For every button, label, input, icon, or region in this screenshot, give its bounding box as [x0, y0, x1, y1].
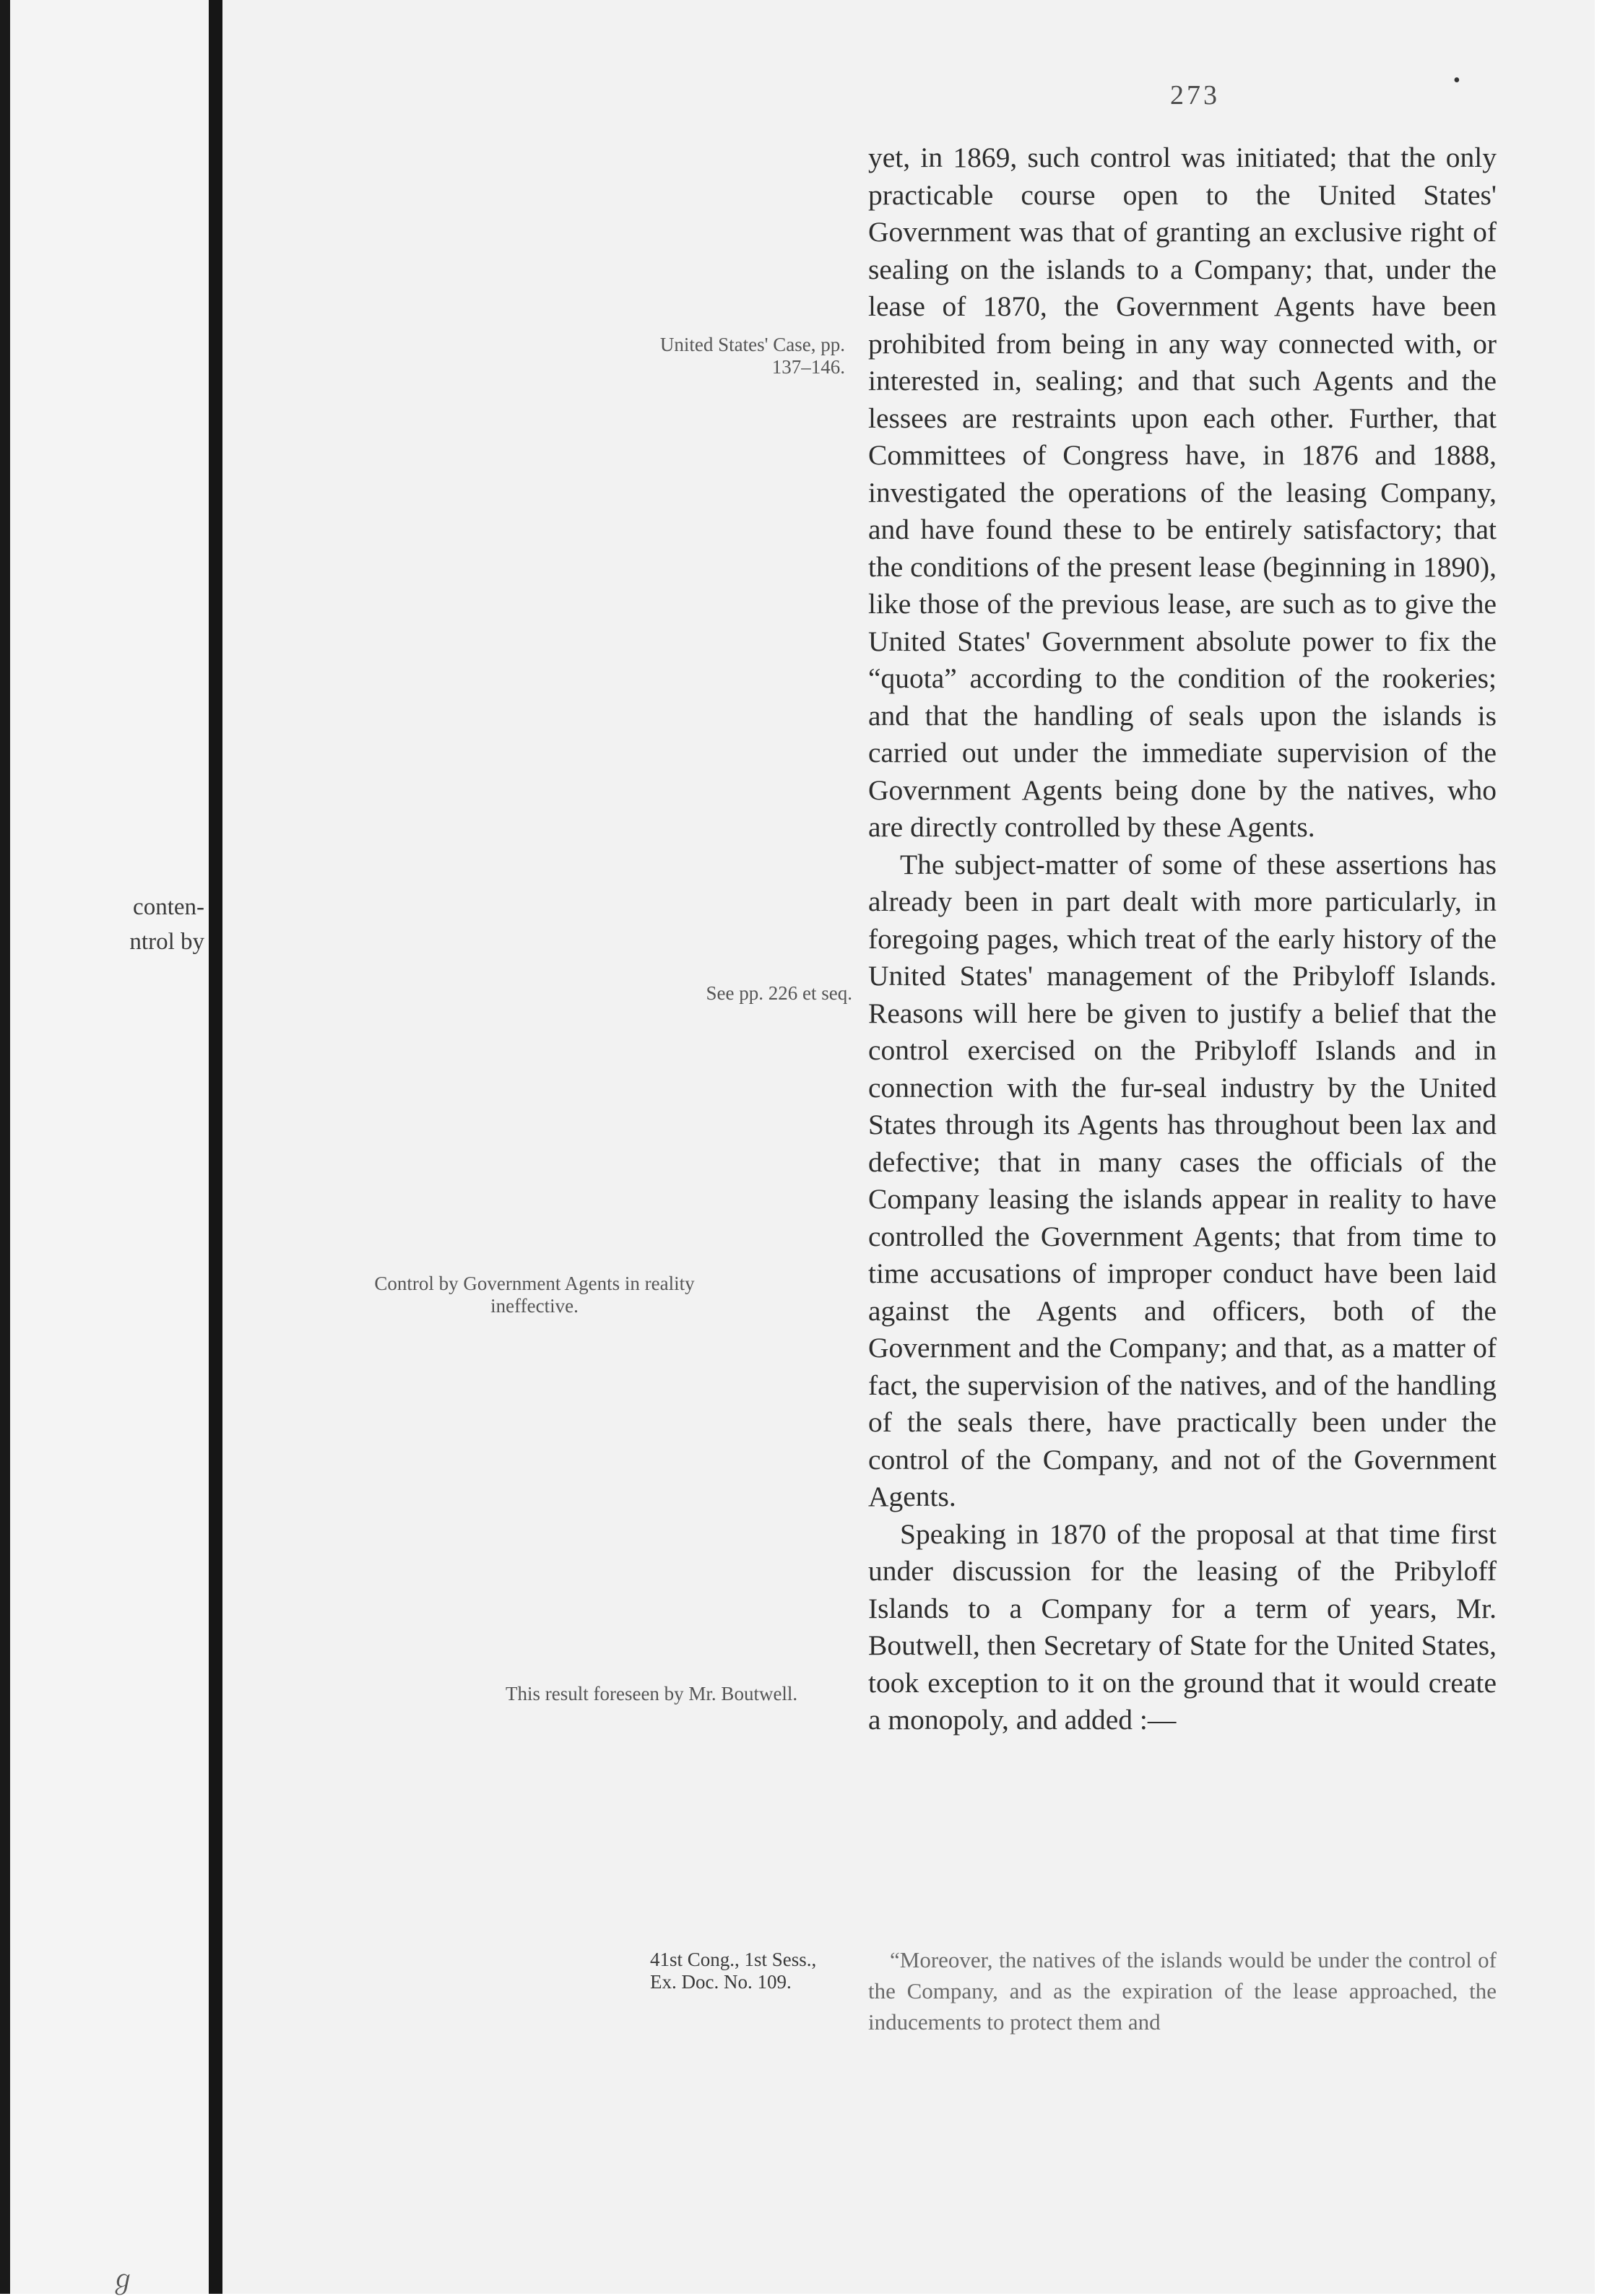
main-text: [868, 139, 1497, 1739]
paragraph-1: yet, in 1869, such control was initiated; that the only practicable course open to the United States' Government was that of granting an exclusive right of sealing on the islands to a Company; that, under the lease of 1870, the Government Agents have been prohibited from being in any way connected with, or interested in, sealing; and that such Agents and the lessees are restraints upon each other. Further, that Committees of Congress have, in 1876 and 1888, investigated the operations of the leasing Company, and have found these to be entirely satisfactory; that the conditions of the present lease (beginning in 1890), like those of the previous lease, are such as to give the United States' Government absolute power to fix the “quota” according to the condition of the rookeries; and that the handling of seals upon the islands is carried out under the immediate supervision of the Government Agents being done by the natives, who are directly controlled by these Agents.: [868, 142, 1497, 843]
block-quote: “Moreover, the natives of the islands would be under the control of the Company, and as the expiration of the lease approached, the inducements to protect them and: [868, 1947, 1497, 2035]
margin-note-congress-document: 41st Cong., 1st Sess., Ex. Doc. No. 109.: [650, 1949, 817, 1993]
previous-page-line-1: conten-: [133, 894, 204, 920]
margin-note-case-reference: United States' Case, pp. 137–146.: [659, 334, 845, 378]
page-mark: •: [1453, 69, 1460, 92]
margin-note-control-ineffective: Control by Government Agents in reality ineffective.: [374, 1273, 695, 1317]
page-number: 273: [1170, 80, 1220, 111]
previous-page-line-2: ntrol by: [129, 929, 204, 955]
page-fold-shadow: [209, 0, 222, 2294]
margin-note-boutwell: This result foreseen by Mr. Boutwell.: [506, 1683, 798, 1704]
margin-note-see-pages: See pp. 226 et seq.: [706, 982, 852, 1004]
paragraph-2: The subject-matter of some of these assertions has already been in part dealt with more particularly, in foregoing pages, which treat of the early history of the United States' management of the Pribyloff Islands. Reasons will here be given to justify a belief that the control exercised on the Pribyloff Islands and in connection with the fur-seal industry by the United States through its Agents has throughout been lax and defective; that in many cases the officials of the Company leasing the islands appear in reality to have controlled the Government Agents; that from time to time accusations of improper conduct have been laid against the Agents and officers, both of the Government and the Company; and that, as a matter of fact, the supervision of the natives, and of the handling of the seals there, have practically been under the control of the Company, and not of the Government Agents.: [868, 848, 1497, 1512]
page-right-margin: [1595, 0, 1615, 2294]
paragraph-3: Speaking in 1870 of the proposal at that time first under discussion for the leasing of the Pribyloff Islands to a Company for a term of years, Mr. Boutwell, then Secretary of State for the United States, took exception to it on the ground that it would create a monopoly, and added :—: [868, 1517, 1497, 1736]
previous-page-margin-text: [107, 890, 204, 959]
previous-page-bottom-mark: ℊ: [110, 2265, 137, 2294]
scan-gutter: [0, 0, 10, 2294]
previous-page-strip: [10, 0, 209, 2294]
